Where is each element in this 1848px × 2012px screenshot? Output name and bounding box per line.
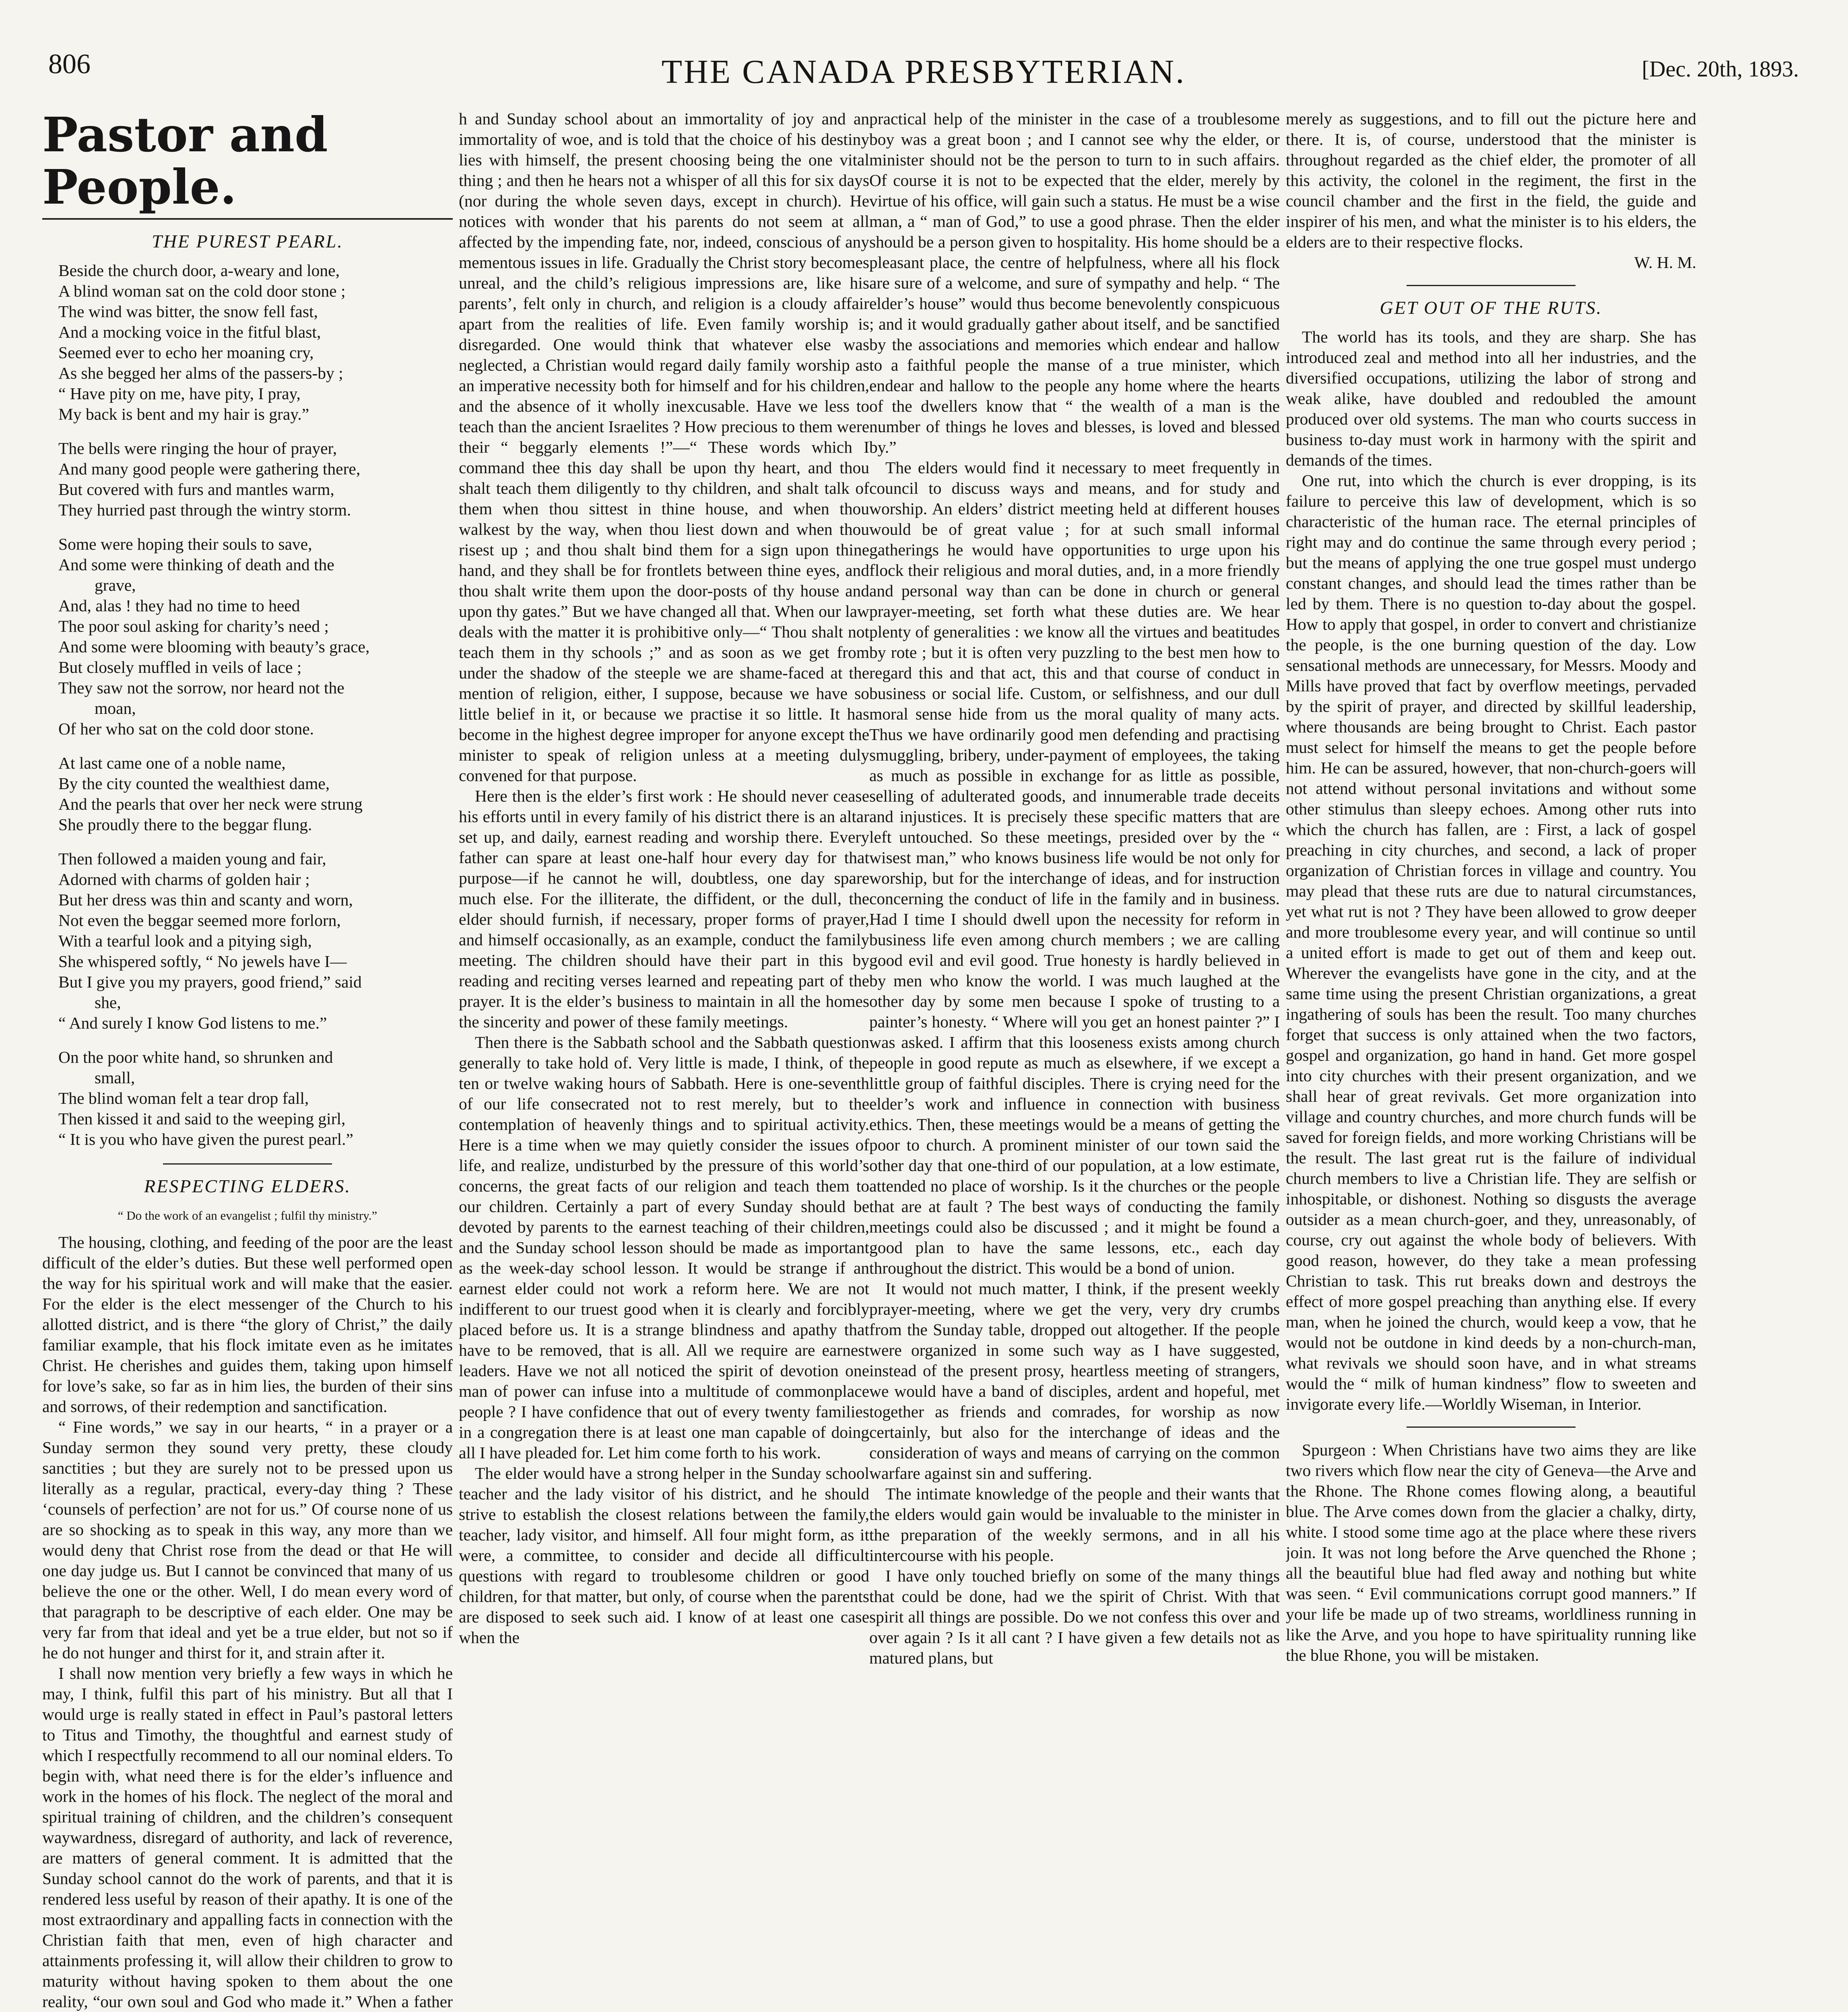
poem-line: They saw not the sorrow, nor heard not the xyxy=(58,678,344,697)
department-heading: Pastor and People. xyxy=(42,109,453,220)
poem-line: small, xyxy=(95,1068,135,1087)
article-paragraph: h and Sunday school about an immortality of joy and an immortality of woe, and is told that the choice of his destiny lies with himself, the present choosing being the one vital thing ; and then he hears not a whisper of all this for six days (nor during the whole seven days, except in church). He notices with wonder that his parents do not seem at all affected by the impending fate, nor, indeed, conscious of any mementous issues in life. Gradually the Christ story becomes unreal, and the child’s religious impressions are, like his parents’, felt only in church, and religion is a cloudy affair apart from the realities of life. Even family worship is disregarded. One would think that whatever else was neglected, a Christian would regard daily family worship as an imperative necessity both for himself and for his children, and the absence of it wholly inexcusable. Have we less to teach than the ancient Israelites ? How precious to them were their “ beggarly elements !”—“ These words which I command thee this day shall be upon thy heart, and thou shalt teach them diligently to thy children, and shalt talk of them when thou sittest in thine house, and when thou walkest by the way, when thou liest down and when thou risest up ; and thou shalt bind them for a sign upon thine hand, and they shall be for frontlets between thine eyes, and thou shalt write them upon the door-posts of thy house and upon thy gates.” But we have changed all that. When our law deals with the matter it is prohibitive only—“ Thou shalt not teach them in thy schools ;” and as soon as we get from under the shadow of the steeple we are shame-faced at the mention of religion, either, I suppose, because we have so little belief in it, or because we practise it so little. It has become in the highest degree improper for anyone except the minister to speak of religion unless at a meeting duly convened for that purpose. xyxy=(459,109,869,785)
poem-line: And a mocking voice in the fitful blast, xyxy=(58,323,321,341)
article-paragraph: The elder would have a strong helper in the Sunday school teacher and the lady visitor of his district, and he should strive to establish the closest relations between the family, teacher, lady visitor, and himself. All four might form, as it were, a committee, to consider and decide all difficult questions with regard to troublesome children or good children, for that matter, but only, of course when the parents are disposed to seek such aid. I know of at least one case when the xyxy=(459,1464,869,1647)
poem-line: “ It is you who have given the purest pearl.” xyxy=(58,1130,353,1148)
article-paragraph: The housing, clothing, and feeding of the poor are the least difficult of the elder’s duties. But these well performed open the way for his spiritual work and will make that the easier. For the elder is the elect messenger of the Church to his allotted district, and is there “the glory of Christ,” the daily familiar example, that his flock imitate even as he imitates Christ. He cherishes and guides them, taking upon himself for love’s sake, so far as in him lies, the burden of their sins and sorrows, of their redemption and sanctification. xyxy=(42,1233,453,1416)
issue-date: [Dec. 20th, 1893. xyxy=(1642,57,1799,82)
poem-stanza xyxy=(58,260,453,425)
poem-stanza xyxy=(58,849,453,1033)
poem-line: The poor soul asking for charity’s need ; xyxy=(58,617,329,635)
poem-line: By the city counted the wealthiest dame, xyxy=(58,774,330,793)
poem-line: Of her who sat on the cold door stone. xyxy=(58,719,314,738)
article-title-ruts: GET OUT OF THE RUTS. xyxy=(1380,297,1603,318)
article-paragraph: I have only touched briefly on some of the many things that could be done, had we the spirit of Christ. With that spirit all things are possible. Do we not confess this over and over again ? Is it all cant ? I have given a few details not as matured plans, but xyxy=(869,1567,1280,1667)
section-divider xyxy=(1407,285,1576,286)
poem-line: Beside the church door, a-weary and lone, xyxy=(58,261,340,280)
article-paragraph: The world has its tools, and they are sharp. She has introduced zeal and method into all her industries, and the diversified occupations, utilizing the labor of strong and weak alike, have doubled and redoubled the amount produced over old systems. The man who courts success in business to-day must work in harmony with the spirit and demands of the times. xyxy=(1286,328,1696,469)
article-paragraph: The elders would find it necessary to meet frequently in council to discuss ways and means, and for study and worship. An elders’ district meeting held at different houses would be of great value ; for at such small informal gatherings he would have opportunities to urge upon his flock their religious and moral duties, and, in a more friendly and personal way than can be done in church or general prayer-meeting, set forth what these duties are. We hear plenty of generalities : we know all the virtues and beatitudes by rote ; but it is often very puzzling to the best men how to regard this and that act, this and that course of conduct in business or social life. Custom, or selfishness, and our dull moral sense hide from us the moral quality of many acts. Thus we have ordinarily good men defending and practising smuggling, bribery, under-payment of employees, the taking as much as possible in exchange for as little as possible, selling of adulterated goods, and innumerable trade deceits and injustices. It is precisely these specific matters that are left untouched. So these meetings, presided over by the “ wisest man,” who knows business life would be not only for worship, but for the interchange of ideas, and for instruction concerning the conduct of life in the family and in business. Had I time I should dwell upon the necessity for reform in business life even among church members ; we are calling good evil and evil good. True honesty is hardly believed in by men who know the world. I was much laughed at the other day by some men because I spoke of trusting to a painter’s honesty. “ Where will you get an honest painter ?” I was asked. I affirm that this looseness exists among church people in good repute as much as elsewhere, if we except a little group of faithful disciples. There is crying need for the elder’s work and influence in connection with business ethics. Then, these meetings would be a means of getting the poor to church. A prominent minister of our town said the other day that one-third of our population, at a low estimate, attended no place of worship. Is it the churches or the people that are at fault ? The best ways of conducting the family meetings could also be discussed ; and it might be found a good plan to have the same lessons, etc., each day throughout the district. This would be a bond of union. xyxy=(869,458,1280,1277)
poem-stanza xyxy=(58,1047,453,1150)
poem-line: Adorned with charms of golden hair ; xyxy=(58,870,310,888)
article-paragraph: Here then is the elder’s first work : He should never cease his efforts until in every family of his district there is an altar set up, and daily, earnest reading and worship there. Every father can spare at least one-half hour every day for that purpose—if he cannot he will, doubtless, one day spare much else. For the illiterate, the diffident, or the dull, the elder should furnish, if necessary, proper forms of prayer, and himself occasionally, as an example, conduct the family meeting. The children should have their part in this by reading and reciting verses learned and repeating part of the prayer. It is the elder’s business to maintain in all the homes the sincerity and power of these family meetings. xyxy=(459,787,869,1031)
article-paragraph: The intimate knowledge of the people and their wants that the elders would gain would be invaluable to the minister in the preparation of the weekly sermons, and in all his intercourse with his people. xyxy=(869,1484,1280,1565)
column-1 xyxy=(42,109,453,2012)
article-paragraph: Then there is the Sabbath school and the Sabbath question generally to take hold of. Very little is made, I think, of the ten or twelve waking hours of Sabbath. Here is one-seventh of our life consecrated not to rest merely, but to the contemplation of heavenly things and to spiritual activity. Here is a time when we may quietly consider the issues of life, and realize, undisturbed by the pressure of this world’s concerns, the great facts of our religion and teach them to our children. Certainly a part of every Sunday should be devoted by parents to the earnest teaching of their children, and the Sunday school lesson should be made as important as the week-day school lesson. It would be strange if an earnest elder could not work a reform here. We are not indifferent to our truest good when it is clearly and forcibly placed before us. It is a strange blindness and apathy that have to be removed, that is all. All we require are earnest leaders. Have we not all noticed the spirit of devotion one man of power can infuse into a multitude of commonplace people ? I have confidence that out of every twenty families in a congregation there is at least one man capable of doing all I have pleaded for. Let him come forth to his work. xyxy=(459,1033,869,1462)
article-paragraph: It would not much matter, I think, if the present weekly prayer-meeting, where we get the very, very dry crumbs from the Sunday table, dropped out altogether. If the people were organized in some such way as I have suggested, instead of the present prosy, heartless meeting of strangers, we would have a band of disciples, ardent and hopeful, met together as friends and comrades, for worship as now certainly, but also for the interchange of ideas and the consideration of ways and means of carrying on the common warfare against sin and suffering. xyxy=(869,1279,1280,1482)
poem-line: And many good people were gathering there, xyxy=(58,460,361,478)
poem-line: And some were thinking of death and the xyxy=(58,555,334,574)
poem-line: grave, xyxy=(95,576,136,594)
poem-stanza xyxy=(58,534,453,739)
article-paragraph: “ Fine words,” we say in our hearts, “ in a prayer or a Sunday sermon they sound very pretty, these cloudy sanctities ; but they are surely not to be pressed upon us literally as a regular, practical, every-day thing ? These ‘counsels of perfection’ are not for us.” Of course none of us are so shocking as to speak in this way, any more than we would deny that Christ rose from the dead or that He will one day judge us. But I cannot be convinced that many of us believe the one or the other. Well, I do mean every word of that paragraph to be descriptive of each elder. One may be very far from that ideal and yet be a true elder, but not so if he do not hunger and thirst for it, and strain after it. xyxy=(42,1418,453,1662)
poem-line: But covered with furs and mantles warm, xyxy=(58,480,334,499)
spurgeon-paragraph: Spurgeon : When Christians have two aims they are like two rivers which flow near the city of Geneva—the Arve and the Rhone. The Rhone comes flowing along, a beautiful blue. The Arve comes down from the glacier a chalky, dirty, white. I stood some time ago at the place where these rivers join. It was not long before the Arve quenched the Rhone ; all the beautiful blue had fled away and nothing but white was seen. “ Evil communications corrupt good manners.” If your life be made up of two streams, worldliness running in like the Arve, and you hope to have spirituality running like the blue Rhone, you will be mistaken. xyxy=(1286,1441,1696,1664)
poem-line: Seemed ever to echo her moaning cry, xyxy=(58,343,314,362)
newspaper-title: THE CANADA PRESBYTERIAN. xyxy=(661,53,1186,91)
poem-body xyxy=(58,260,453,1150)
section-divider xyxy=(163,1163,332,1165)
poem-line: And the pearls that over her neck were strung xyxy=(58,795,363,813)
poem-line: But closely muffled in veils of lace ; xyxy=(58,658,302,676)
poem-line: She whispered softly, “ No jewels have I— xyxy=(58,952,347,971)
poem-line: They hurried past through the wintry storm. xyxy=(58,501,351,519)
poem-line: The wind was bitter, the snow fell fast, xyxy=(58,302,318,321)
section-divider xyxy=(1407,1427,1576,1428)
poem-line: My back is bent and my hair is gray.” xyxy=(58,405,309,423)
article-paragraph: practical help of the minister in the case of a troublesome boy was a great boon ; and I cannot see why the elder, or minister should not be the person to turn to in such affairs. Of course it is not to be expected that the elder, merely by virtue of his office, will gain such a status. He must be a wise man, a “ man of God,” to use a good phrase. Then the elder should be a person given to hospitality. His home should be a pleasant place, the centre of helpfulness, where all his flock are sure of a welcome, and sure of sympathy and help. “ The elder’s house” would thus become benevolently conspicuous ; and it would gradually gather about itself, and be sanctified by the associations and memories which endear and hallow to a faithful people the manse of a true minister, which endear and hallow to the people any home where the hearts of the dwellers know that “ the wealth of a man is the number of things he loves and blesses, is loved and blessed by.” xyxy=(869,109,1280,456)
epigraph: “ Do the work of an evangelist ; fulfil thy ministry.” xyxy=(118,1208,377,1222)
poem-line: As she begged her alms of the passers-by ; xyxy=(58,364,343,382)
poem-line: Not even the beggar seemed more forlorn, xyxy=(58,911,341,930)
poem-line: On the poor white hand, so shrunken and xyxy=(58,1048,333,1066)
poem-line: A blind woman sat on the cold door stone ; xyxy=(58,282,346,300)
column-4 xyxy=(1286,109,1696,2012)
poem-line: But I give you my prayers, good friend,” said xyxy=(58,973,362,991)
article-paragraph: merely as suggestions, and to fill out the picture here and there. It is, of course, understood that the minister is throughout regarded as the chief elder, the promoter of all this activity, the colonel in the regiment, the first in the council chamber and the first in the field, the guide and inspirer of his men, and what the minister is to his elders, the elders are to their respective flocks. xyxy=(1286,109,1696,251)
poem-line: But her dress was thin and scanty and worn, xyxy=(58,891,353,909)
poem-line: With a tearful look and a pitying sigh, xyxy=(58,932,312,950)
poem-line: “ Have pity on me, have pity, I pray, xyxy=(58,384,301,403)
article-paragraph: I shall now mention very briefly a few ways in which he may, I think, fulfil this part of his ministry. But all that I would urge is really stated in effect in Paul’s pastoral letters to Titus and Timothy, the thoughtful and earnest study of which I respectfully recommend to all our nominal elders. To begin with, what need there is for the elder’s influence and work in the homes of his flock. The neglect of the moral and spiritual training of children, and the children’s consequent waywardness, disregard of authority, and lack of reverence, are matters of general comment. It is admitted that the Sunday school cannot do the work of parents, and that it is rendered less useful by reason of their apathy. It is one of the most extraordinary and appalling facts in connection with the Christian faith that men, even of high character and attainments professing it, will allow their children to grow to maturity without having spoken to them about the one reality, “our own soul and God who made it.” When a father xyxy=(42,1664,453,2011)
page-number: 806 xyxy=(48,49,91,80)
column-3 xyxy=(869,109,1280,2012)
poem-line: she, xyxy=(95,993,121,1012)
article-paragraph: One rut, into which the church is ever dropping, is its failure to perceive this law of development, which is so characteristic of the human race. The eternal principles of right may and do continue the same through every period ; but the means of applying the one true gospel must undergo constant changes, and should lead the times rather than be led by them. There is no question to-day about the gospel. How to apply that gospel, in order to convert and christianize the people, is the one burning question of the day. Low sensational methods are unnecessary, for Messrs. Moody and Mills have proved that fact by overflow meetings, pervaded by the spirit of prayer, and directed by skillful leadership, where thousands are being brought to Christ. Each pastor must select for himself the means to get the people before him. He can be assured, however, that non-church-goers will not attend without personal invitations and without some other stimulus than sleepy echoes. Among other ruts into which the church has fallen, are : First, a lack of gospel preaching in city churches, and second, a lack of proper organization of Christian forces in village and country. You may plead that these ruts are due to natural circumstances, yet what rut is not ? They have been allowed to grow deeper and more troublesome every year, and will continue so until a united effort is made to get out of them and keep out. Wherever the evangelists have gone in the city, and at the same time using the present Christian organizations, a great ingathering of souls has been the result. Too many churches forget that success is only attained when the two factors, gospel and organization, go hand in hand. Get more gospel into city churches with their present organization, and we shall hear of great revivals. Get more organization into village and country churches, and more church funds will be saved for foreign fields, and more working Christians will be the result. The last great rut is the failure of individual church members to live a Christian life. They are selfish or inhospitable, or dishonest. Nothing so disgusts the average outsider as a mean church-goer, and they, unreasonably, of course, cry out against the whole body of believers. With good reason, however, do they take a mean professing Christian to task. This rut breaks down and destroys the effect of more gospel preaching than anything else. If every man, when he joined the church, would keep a vow, that he would not be outdone in kind deeds by a non-church-man, what revivals we should soon have, and in what streams would the “ milk of human kindness” flow to sweeten and invigorate every life.—Worldly Wiseman, in Interior. xyxy=(1286,471,1696,1413)
poem-line: She proudly there to the beggar flung. xyxy=(58,815,312,834)
poem-stanza xyxy=(58,753,453,835)
poem-title: THE PUREST PEARL. xyxy=(152,231,343,252)
poem-line: “ And surely I know God listens to me.” xyxy=(58,1014,327,1032)
poem-line: The bells were ringing the hour of prayer, xyxy=(58,439,337,458)
masthead xyxy=(48,48,1799,101)
poem-line: moan, xyxy=(95,699,136,717)
poem-line: And, alas ! they had no time to heed xyxy=(58,596,300,615)
article-title-elders: RESPECTING ELDERS. xyxy=(144,1176,351,1196)
poem-line: Then followed a maiden young and fair, xyxy=(58,849,326,868)
poem-line: And some were blooming with beauty’s grace, xyxy=(58,637,370,656)
poem-line: Some were hoping their souls to save, xyxy=(58,535,312,553)
author-signature: W. H. M. xyxy=(1634,253,1696,272)
poem-line: The blind woman felt a tear drop fall, xyxy=(58,1089,309,1107)
poem-line: Then kissed it and said to the weeping girl, xyxy=(58,1109,346,1128)
column-2 xyxy=(459,109,869,2012)
poem-stanza xyxy=(58,438,453,520)
poem-line: At last came one of a noble name, xyxy=(58,754,286,772)
